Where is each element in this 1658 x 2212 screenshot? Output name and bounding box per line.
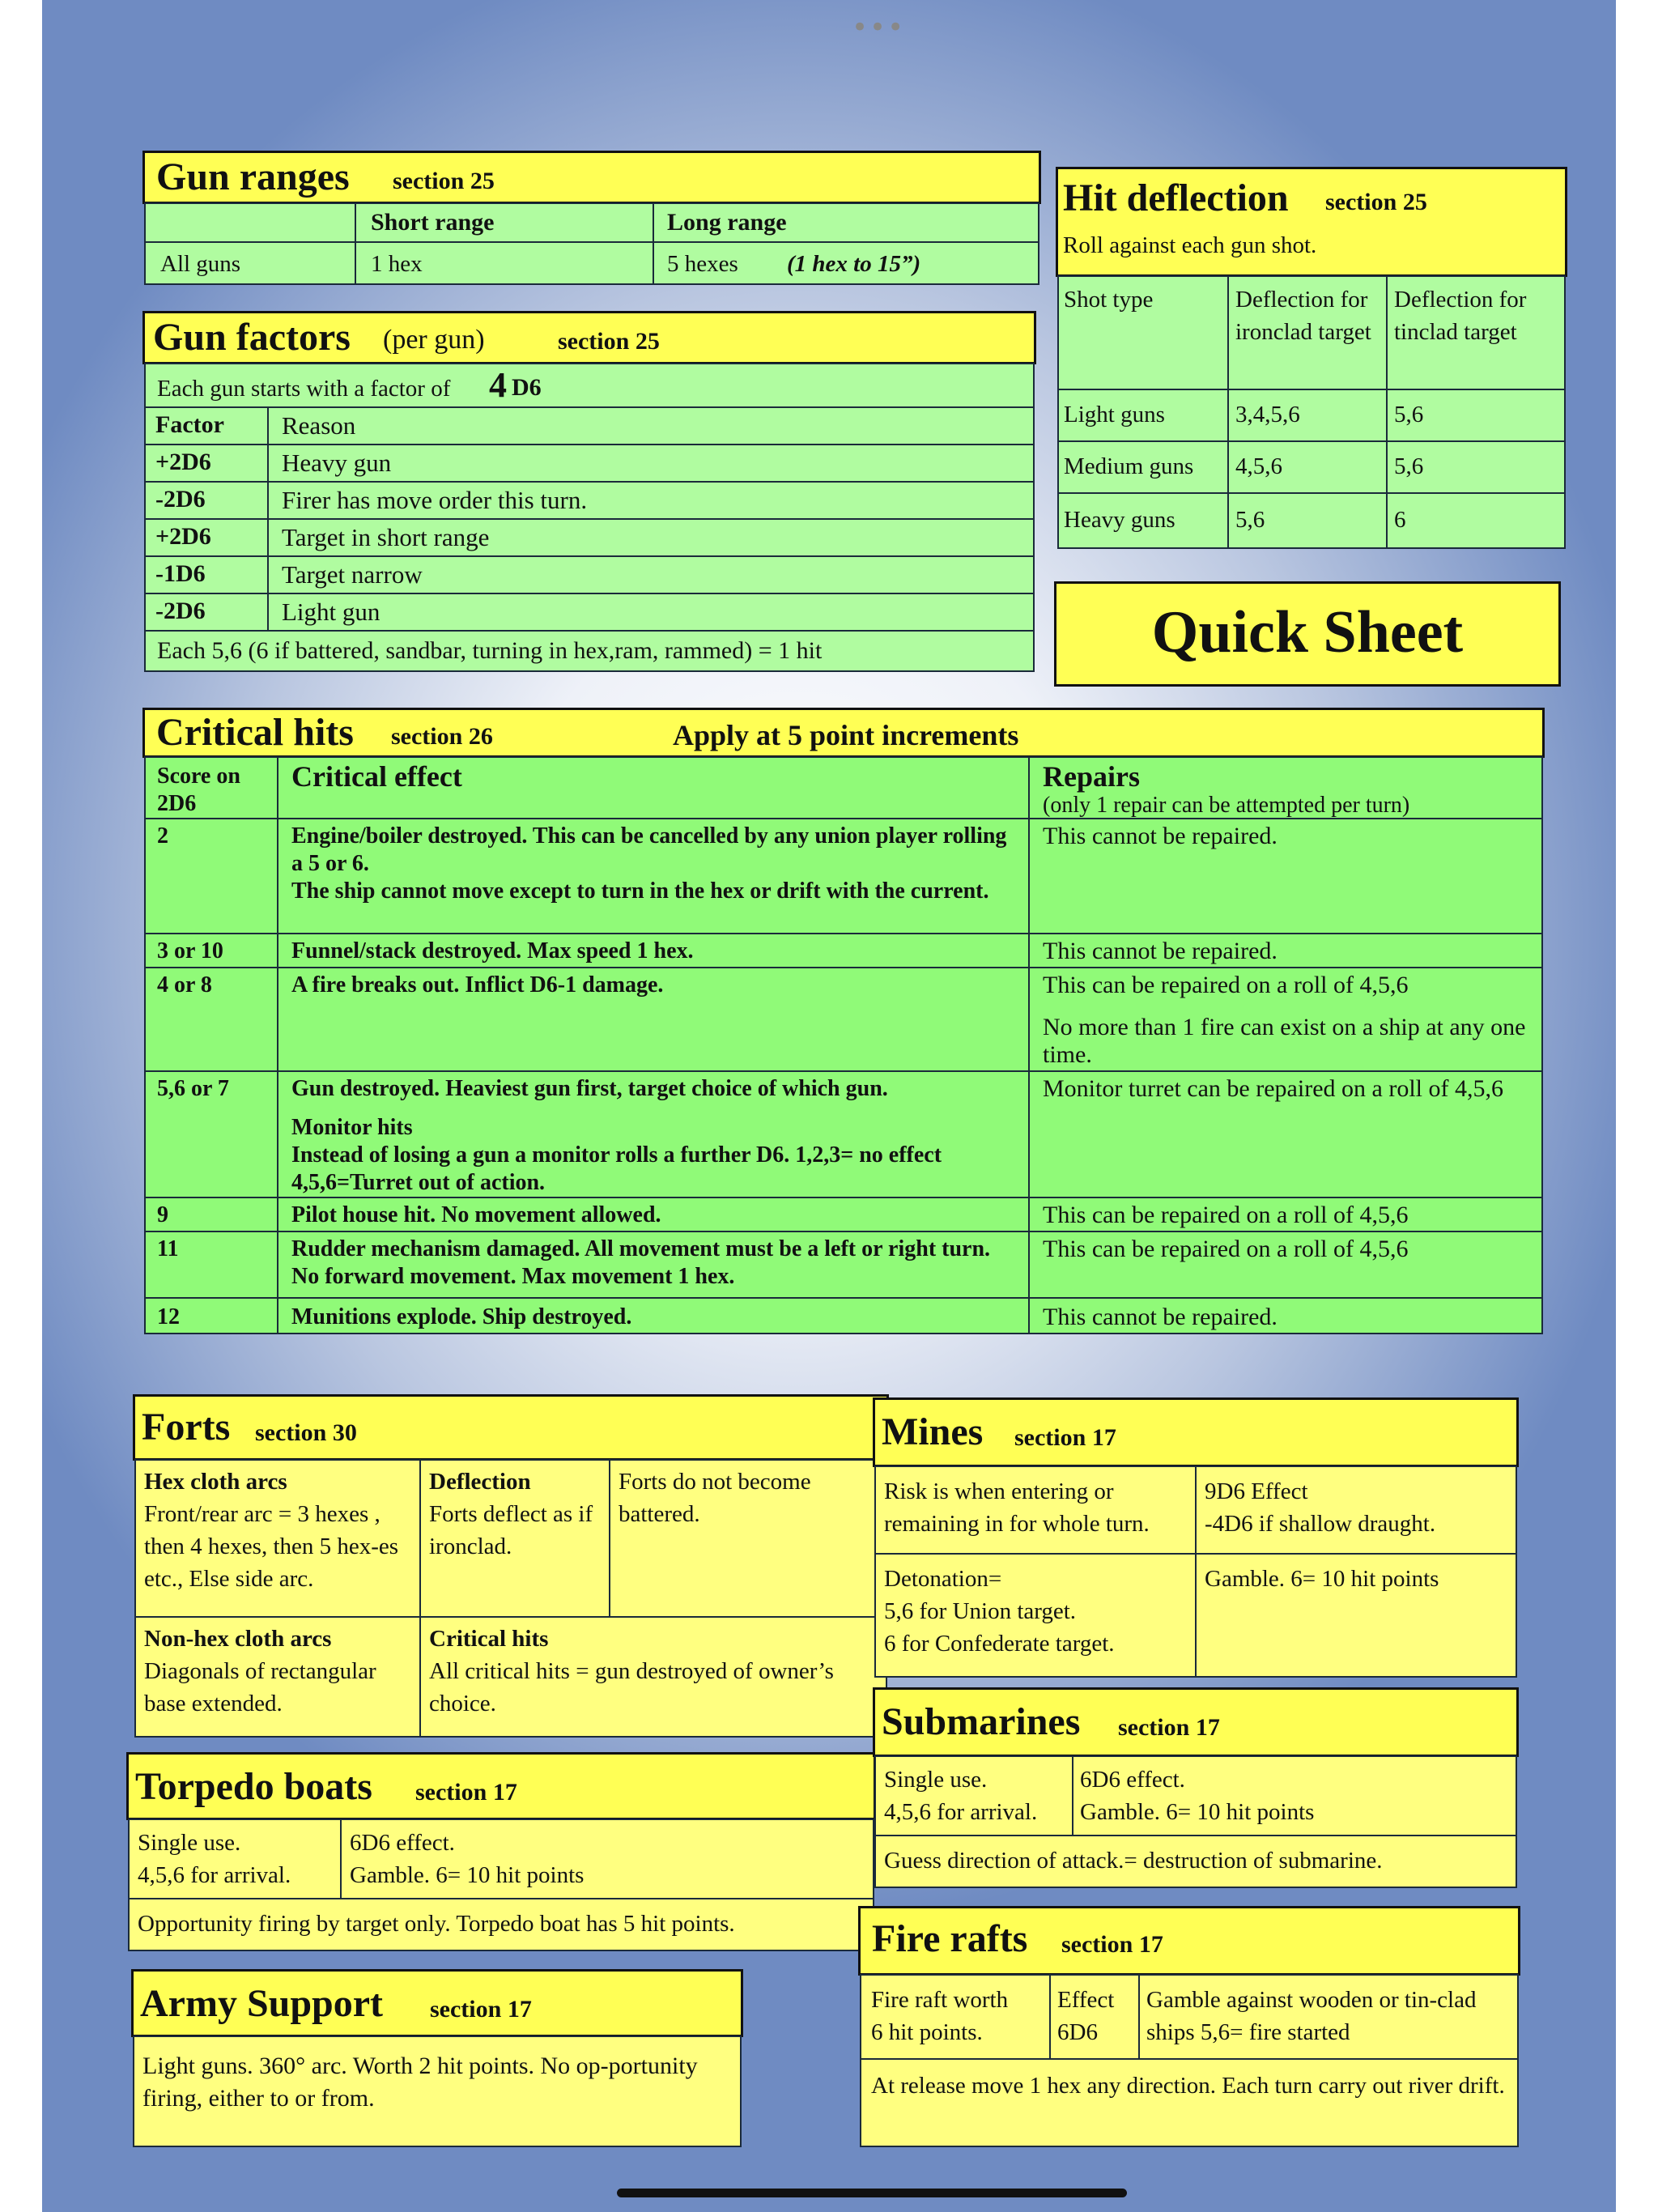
gun-ranges-panel: [142, 151, 1041, 285]
forts-critical-hits-cell: [419, 1616, 887, 1738]
score-value: 3 or 10: [157, 938, 223, 963]
non-hex-cloth-arcs-cell: [134, 1616, 421, 1738]
hit-deflection-header: [1056, 167, 1567, 277]
score-col-header: [144, 756, 278, 819]
deflection-row: [1057, 492, 1229, 549]
tinclad-label: Deflection for tinclad target: [1394, 287, 1527, 345]
long-range-value: 5 hexes: [667, 251, 738, 277]
mines-effect-text: 9D6 Effect: [1205, 1478, 1308, 1504]
score-value: 4 or 8: [157, 972, 212, 998]
torpedo-boats-panel: [126, 1752, 876, 1951]
mines-panel: [873, 1397, 1519, 1678]
effect-text: Rudder mechanism damaged. All movement must be a left or right turn. No forward movement. Max movement 1 hex.: [291, 1236, 991, 1289]
forts-critical-hits-text: All critical hits = gun destroyed of owner’s choice.: [429, 1658, 834, 1716]
hex-cloth-arcs-cell: [134, 1459, 421, 1618]
army-support-header: [131, 1969, 743, 2037]
critical-hits-panel: [142, 708, 1545, 1341]
critical-row: [144, 967, 278, 1072]
deflection-row: [1057, 440, 1229, 494]
reason-value: Light gun: [282, 598, 380, 626]
critical-hits-section: section 26: [391, 723, 493, 750]
critical-row: [1028, 1070, 1543, 1198]
effect-text: A fire breaks out. Inflict D6-1 damage.: [291, 972, 664, 998]
gun-factors-footer: [144, 630, 1035, 672]
effect-text: Funnel/stack destroyed. Max speed 1 hex.: [291, 938, 694, 963]
reason-col-header: [267, 406, 1035, 445]
short-range-label: Short range: [371, 209, 495, 236]
gun-factors-subtitle: (per gun): [383, 325, 485, 355]
hex-cloth-arcs-text: Front/rear arc = 3 hexes , then 4 hexes, then 5 hex-es etc., Else side arc.: [144, 1501, 399, 1592]
critical-row: [277, 1070, 1030, 1198]
fire-raft-gamble-cell: [1138, 1974, 1519, 2060]
hit-deflection-title: Hit deflection: [1063, 177, 1289, 219]
repair-text: This can be repaired on a roll of 4,5,6: [1043, 1202, 1409, 1228]
critical-row: [144, 933, 278, 968]
submarine-effect-text: 6D6 effect.: [1080, 1767, 1185, 1793]
long-range-value-cell: [653, 241, 1039, 285]
torpedo-arrival-cell: [128, 1819, 342, 1899]
repair-text: This can be repaired on a roll of 4,5,6: [1043, 1236, 1409, 1262]
gun-ranges-title: Gun ranges: [156, 155, 350, 198]
fire-raft-footer: [860, 2058, 1519, 2147]
army-support-section: section 17: [430, 1996, 532, 2023]
more-options-icon[interactable]: •••: [852, 11, 906, 44]
factor-row: [144, 593, 269, 632]
army-support-panel: [131, 1969, 743, 2147]
gun-factors-section: section 25: [558, 328, 660, 355]
repair-text: Monitor turret can be repaired on a roll of 4,5,6: [1043, 1075, 1503, 1102]
effect-col-header: [277, 756, 1030, 819]
gun-factors-intro-text: Each gun starts with a factor of: [157, 376, 451, 402]
factor-header-label: Factor: [155, 411, 224, 438]
torpedo-footer: [128, 1898, 874, 1951]
score-value: 11: [157, 1236, 179, 1261]
critical-row: [1028, 967, 1543, 1072]
deflection-row: [1227, 440, 1388, 494]
long-range-label: Long range: [667, 209, 787, 236]
mines-gamble-cell: [1195, 1553, 1517, 1678]
hex-cloth-arcs-title: Hex cloth arcs: [144, 1469, 287, 1495]
fire-raft-gamble-text: Gamble against wooden or tin-clad ships 5,6= fire started: [1146, 1987, 1477, 2045]
effect-text: Pilot house hit. No movement allowed.: [291, 1202, 661, 1227]
fire-raft-effect-text: 6D6: [1057, 2019, 1098, 2045]
effect-text: Engine/boiler destroyed. This can be cancelled by any union player rolling a 5 or 6.: [291, 823, 1007, 876]
fire-raft-effect-cell: [1049, 1974, 1140, 2060]
score-header-label: Score on 2D6: [157, 764, 240, 816]
mines-detonation-text: 5,6 for Union target.: [884, 1598, 1077, 1624]
submarine-arrival-text: Single use.: [884, 1767, 988, 1793]
mines-gamble-text: Gamble. 6= 10 hit points: [1205, 1566, 1439, 1592]
torpedo-boats-title: Torpedo boats: [135, 1765, 372, 1808]
effect-text: Instead of losing a gun a monitor rolls a further D6. 1,2,3= no effect 4,5,6=Turret out of action.: [291, 1142, 942, 1195]
critical-row: [277, 1231, 1030, 1299]
critical-row: [1028, 1297, 1543, 1334]
critical-row: [277, 818, 1030, 934]
score-value: 2: [157, 823, 168, 849]
factor-value: -1D6: [155, 560, 206, 587]
submarine-effect-text: Gamble. 6= 10 hit points: [1080, 1799, 1315, 1825]
critical-row: [144, 1231, 278, 1299]
fire-rafts-header: [858, 1906, 1520, 1976]
deflection-row: [1386, 389, 1566, 442]
forts-critical-hits-title: Critical hits: [429, 1626, 549, 1652]
fire-rafts-panel: [858, 1906, 1520, 2147]
tinclad-header: [1386, 275, 1566, 390]
submarine-footer: [874, 1835, 1517, 1888]
forts-battered-text: Forts do not become battered.: [619, 1469, 811, 1527]
critical-row: [277, 967, 1030, 1072]
effect-label: Monitor hits: [291, 1115, 413, 1140]
factor-value: -2D6: [155, 598, 206, 624]
submarines-section: section 17: [1118, 1714, 1220, 1741]
shot-type-value: Heavy guns: [1064, 507, 1175, 533]
ironclad-label: Deflection for ironclad target: [1235, 287, 1371, 345]
shot-type-value: Light guns: [1064, 402, 1165, 428]
home-indicator[interactable]: [617, 2189, 1127, 2197]
gun-ranges-section: section 25: [393, 168, 495, 194]
ironclad-value: 5,6: [1235, 507, 1265, 533]
fire-raft-worth-text: Fire raft worth: [871, 1987, 1009, 2013]
shot-type-header: [1057, 275, 1229, 390]
torpedo-arrival-text: Single use.: [138, 1830, 241, 1856]
fire-raft-worth-text: 6 hit points.: [871, 2019, 983, 2045]
factor-row: [144, 518, 269, 557]
fire-raft-worth-cell: [860, 1974, 1051, 2060]
critical-hits-title: Critical hits: [156, 711, 354, 754]
submarines-panel: [873, 1687, 1519, 1888]
critical-row: [277, 1297, 1030, 1334]
reason-row: [267, 593, 1035, 632]
critical-row: [144, 1070, 278, 1198]
torpedo-effect-cell: [340, 1819, 874, 1899]
reason-row: [267, 481, 1035, 520]
factor-value: -2D6: [155, 486, 206, 513]
all-guns-cell: [144, 241, 356, 285]
gun-factors-intro: [144, 363, 1035, 408]
torpedo-effect-text: 6D6 effect.: [350, 1830, 455, 1856]
critical-row: [1028, 933, 1543, 968]
ironclad-value: 4,5,6: [1235, 453, 1282, 479]
mines-title: Mines: [882, 1410, 984, 1453]
all-guns-label: All guns: [160, 251, 241, 277]
forts-deflection-cell: [419, 1459, 610, 1618]
gun-ranges-header-empty: [144, 202, 356, 243]
mines-header: [873, 1397, 1519, 1467]
critical-row: [1028, 1231, 1543, 1299]
factor-col-header: [144, 406, 269, 445]
forts-title: Forts: [142, 1406, 231, 1448]
effect-text: The ship cannot move except to turn in the hex or drift with the current.: [291, 878, 989, 904]
army-support-text: Light guns. 360° arc. Worth 2 hit points. No op-portunity firing, either to or from.: [142, 2052, 698, 2112]
forts-deflection-text: Forts deflect as if ironclad.: [429, 1501, 593, 1559]
army-support-title: Army Support: [140, 1982, 384, 2025]
submarine-effect-cell: [1072, 1755, 1517, 1836]
short-range-value-cell: [355, 241, 654, 285]
deflection-row: [1227, 492, 1388, 549]
deflection-row: [1386, 492, 1566, 549]
critical-row: [1028, 818, 1543, 934]
tinclad-value: 5,6: [1394, 402, 1424, 428]
torpedo-boats-header: [126, 1752, 876, 1820]
critical-row: [144, 1197, 278, 1232]
critical-row: [277, 933, 1030, 968]
repair-text: This cannot be repaired.: [1043, 823, 1278, 849]
forts-panel: [133, 1394, 889, 1739]
tinclad-value: 5,6: [1394, 453, 1424, 479]
fire-rafts-section: section 17: [1061, 1931, 1163, 1958]
shot-type-label: Shot type: [1064, 287, 1154, 313]
reason-value: Target narrow: [282, 560, 423, 589]
gun-factors-footer-text: Each 5,6 (6 if battered, sandbar, turning in hex,ram, rammed) = 1 hit: [157, 637, 823, 664]
army-support-body: [133, 2035, 742, 2147]
critical-hits-note: Apply at 5 point increments: [673, 719, 1019, 751]
reason-value: Heavy gun: [282, 449, 392, 477]
effect-text: Gun destroyed. Heaviest gun first, target choice of which gun.: [291, 1076, 888, 1101]
repair-text: This cannot be repaired.: [1043, 938, 1278, 964]
deflection-row: [1386, 440, 1566, 494]
factor-value: +2D6: [155, 523, 211, 550]
sheet-background: [42, 0, 1616, 2212]
repairs-header-label: Repairs: [1043, 760, 1140, 793]
mines-risk-text: Risk is when entering or remaining in for whole turn.: [884, 1478, 1150, 1537]
factor-row: [144, 555, 269, 594]
submarines-header: [873, 1687, 1519, 1757]
ironclad-header: [1227, 275, 1388, 390]
gun-factors-intro-small: D6: [512, 374, 542, 401]
long-range-header: [653, 202, 1039, 243]
forts-battered-cell: [609, 1459, 887, 1618]
fire-raft-effect-text: Effect: [1057, 1987, 1115, 2013]
repair-text: No more than 1 fire can exist on a ship at any one time.: [1043, 1014, 1526, 1068]
hit-deflection-panel: [1056, 167, 1567, 549]
submarine-footer-text: Guess direction of attack.= destruction of submarine.: [884, 1848, 1383, 1874]
submarine-arrival-text: 4,5,6 for arrival.: [884, 1799, 1038, 1825]
gun-factors-intro-big: 4: [489, 365, 507, 405]
factor-row: [144, 481, 269, 520]
fire-rafts-title: Fire rafts: [872, 1917, 1028, 1960]
non-hex-cloth-arcs-text: Diagonals of rectangular base extended.: [144, 1658, 376, 1716]
shot-type-value: Medium guns: [1064, 453, 1194, 479]
reason-value: Target in short range: [282, 523, 490, 551]
torpedo-footer-text: Opportunity firing by target only. Torpedo boat has 5 hit points.: [138, 1911, 735, 1937]
critical-hits-header: [142, 708, 1545, 758]
repair-text: This cannot be repaired.: [1043, 1304, 1278, 1330]
forts-header: [133, 1394, 889, 1461]
submarines-title: Submarines: [882, 1700, 1081, 1743]
reason-header-label: Reason: [282, 411, 356, 440]
gun-factors-panel: [142, 311, 1036, 685]
mines-effect-text: -4D6 if shallow draught.: [1205, 1511, 1436, 1537]
submarine-arrival-cell: [874, 1755, 1073, 1836]
critical-row: [144, 1297, 278, 1334]
deflection-row: [1057, 389, 1229, 442]
torpedo-boats-section: section 17: [415, 1779, 517, 1806]
effect-header-label: Critical effect: [291, 760, 462, 793]
gun-factors-header: [142, 311, 1036, 364]
non-hex-cloth-arcs-title: Non-hex cloth arcs: [144, 1626, 332, 1652]
mines-detonation-text: Detonation=: [884, 1566, 1002, 1592]
forts-section: section 30: [255, 1419, 357, 1446]
score-value: 9: [157, 1202, 168, 1227]
repairs-header-note: (only 1 repair can be attempted per turn): [1043, 793, 1410, 818]
fire-raft-footer-text: At release move 1 hex any direction. Each turn carry out river drift.: [871, 2073, 1505, 2099]
deflection-row: [1227, 389, 1388, 442]
short-range-header: [355, 202, 654, 243]
score-value: 12: [157, 1304, 180, 1329]
ironclad-value: 3,4,5,6: [1235, 402, 1300, 428]
short-range-value: 1 hex: [371, 251, 423, 277]
torpedo-arrival-text: 4,5,6 for arrival.: [138, 1862, 291, 1888]
quick-sheet-title: Quick Sheet: [1151, 599, 1464, 666]
critical-row: [144, 818, 278, 934]
gun-ranges-header: [142, 151, 1041, 204]
critical-row: [1028, 1197, 1543, 1232]
critical-row: [277, 1197, 1030, 1232]
quick-sheet-banner: [1054, 581, 1561, 687]
mines-section: section 17: [1014, 1424, 1116, 1451]
mines-risk-cell: [874, 1465, 1197, 1555]
reason-row: [267, 518, 1035, 557]
mines-effect-cell: [1195, 1465, 1517, 1555]
reason-row: [267, 444, 1035, 483]
long-range-note: (1 hex to 15”): [787, 251, 921, 277]
torpedo-effect-text: Gamble. 6= 10 hit points: [350, 1862, 585, 1888]
effect-text: Munitions explode. Ship destroyed.: [291, 1304, 632, 1329]
repairs-col-header: [1028, 756, 1543, 819]
reason-value: Firer has move order this turn.: [282, 486, 588, 514]
forts-deflection-title: Deflection: [429, 1469, 531, 1495]
mines-detonation-text: 6 for Confederate target.: [884, 1631, 1115, 1657]
score-value: 5,6 or 7: [157, 1076, 229, 1101]
hit-deflection-subtitle: Roll against each gun shot.: [1063, 232, 1317, 258]
factor-row: [144, 444, 269, 483]
mines-detonation-cell: [874, 1553, 1197, 1678]
reason-row: [267, 555, 1035, 594]
tinclad-value: 6: [1394, 507, 1406, 533]
factor-value: +2D6: [155, 449, 211, 475]
repair-text: This can be repaired on a roll of 4,5,6: [1043, 972, 1409, 998]
hit-deflection-section: section 25: [1325, 189, 1427, 215]
gun-factors-title: Gun factors: [153, 316, 351, 359]
